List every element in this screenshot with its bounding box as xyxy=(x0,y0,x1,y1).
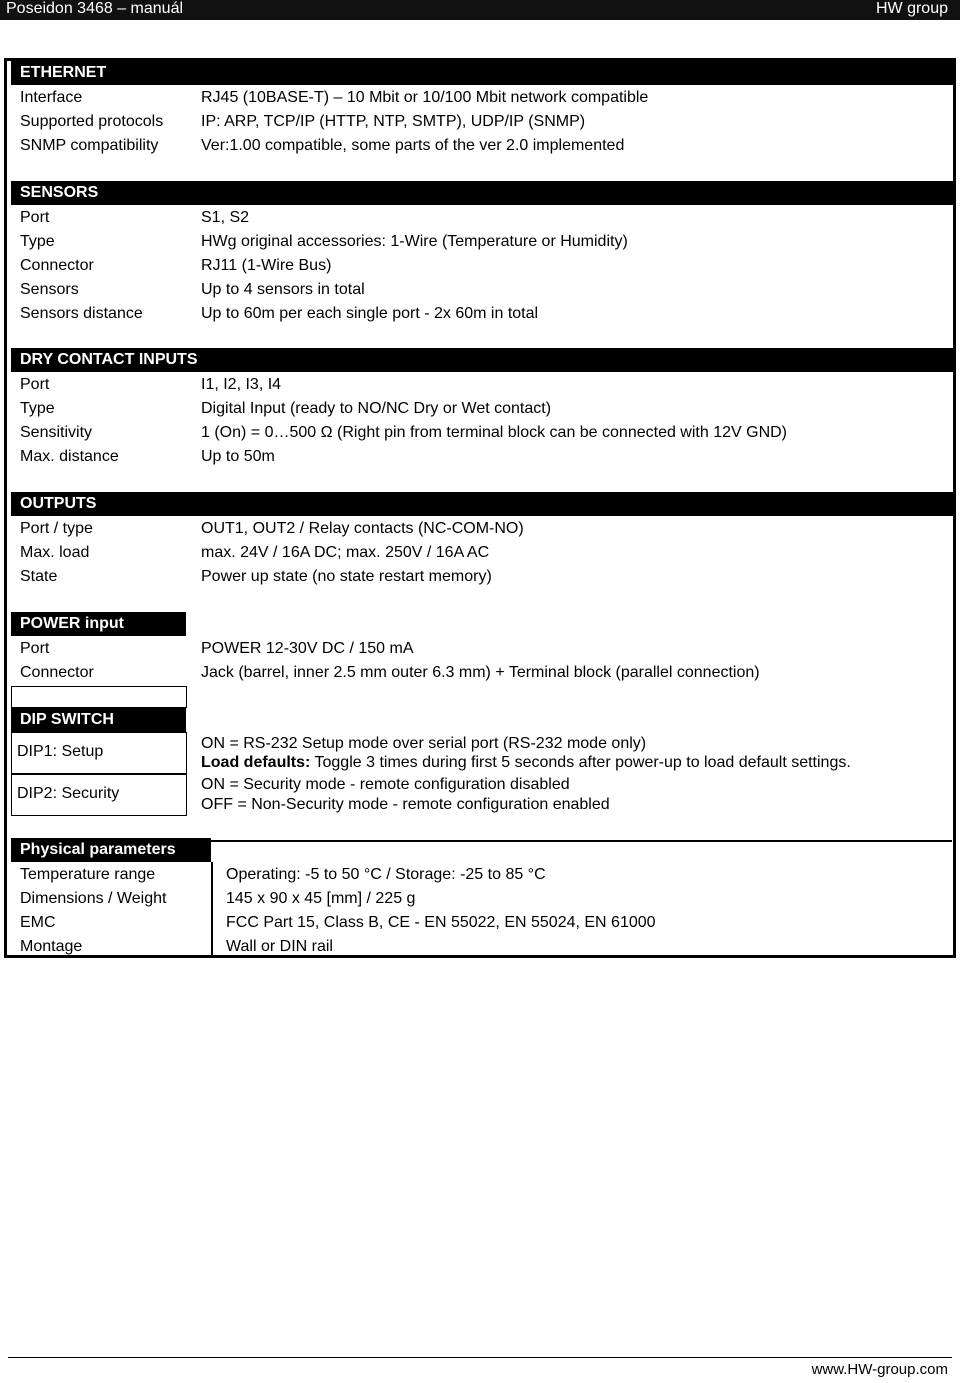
section-header-sensors: SENSORS xyxy=(11,181,956,205)
company-name: HW group xyxy=(875,0,948,17)
row-value: FCC Part 15, Class B, CE - EN 55022, EN 55024, EN 61000 xyxy=(226,914,656,931)
row-label: Dimensions / Weight xyxy=(20,890,167,907)
row-label: EMC xyxy=(20,914,56,931)
page-header xyxy=(0,0,960,20)
row-label: Supported protocols xyxy=(20,113,164,130)
row-value: RJ45 (10BASE-T) – 10 Mbit or 10/100 Mbit network compatible xyxy=(201,89,649,106)
row-value: Up to 50m xyxy=(201,448,275,465)
row-label: Port / type xyxy=(20,520,93,537)
row-value: 145 x 90 x 45 [mm] / 225 g xyxy=(226,890,416,907)
row-label: Max. distance xyxy=(20,448,119,465)
dip1-label: DIP1: Setup xyxy=(17,743,104,760)
dip2-label: DIP2: Security xyxy=(17,785,120,802)
row-label: Interface xyxy=(20,89,83,106)
power-rows xyxy=(11,636,956,684)
row-value: Up to 4 sensors in total xyxy=(201,281,365,298)
row-label: Port xyxy=(20,209,50,226)
empty-cell xyxy=(11,686,187,708)
row-label: Port xyxy=(20,640,50,657)
dip1-description-line1: ON = RS-232 Setup mode over serial port (RS-232 mode only) xyxy=(201,735,647,752)
row-label: Port xyxy=(20,376,50,393)
row-label: Connector xyxy=(20,664,94,681)
section-header-ethernet: ETHERNET xyxy=(11,61,956,85)
dip1-cell xyxy=(11,732,187,774)
row-value: POWER 12-30V DC / 150 mA xyxy=(201,640,414,657)
physical-rows xyxy=(11,862,956,958)
dry-contact-rows xyxy=(11,372,956,468)
footer-url: www.HW-group.com xyxy=(811,1361,948,1378)
row-label: Connector xyxy=(20,257,94,274)
outputs-rows xyxy=(11,516,956,588)
row-value: RJ11 (1-Wire Bus) xyxy=(201,257,332,274)
dip1-description-line2: Load defaults: Toggle 3 times during first 5 seconds after power-up to load default settings. xyxy=(201,754,851,771)
row-label: State xyxy=(20,568,58,585)
ethernet-rows xyxy=(11,85,956,157)
row-value: OUT1, OUT2 / Relay contacts (NC-COM-NO) xyxy=(201,520,524,537)
section-header-dry-contact-inputs: DRY CONTACT INPUTS xyxy=(11,348,956,372)
document-title: Poseidon 3468 – manuál xyxy=(6,0,184,17)
dip2-description-line1: ON = Security mode - remote configuration disabled xyxy=(201,776,570,793)
row-label: Temperature range xyxy=(20,866,156,883)
row-value: Power up state (no state restart memory) xyxy=(201,568,492,585)
row-label: Montage xyxy=(20,938,83,955)
row-label: SNMP compatibility xyxy=(20,137,159,154)
row-label: Type xyxy=(20,233,55,250)
row-label: Sensors xyxy=(20,281,79,298)
row-label: Max. load xyxy=(20,544,90,561)
dip2-description-line2: OFF = Non-Security mode - remote configuration enabled xyxy=(201,796,610,813)
row-value: IP: ARP, TCP/IP (HTTP, NTP, SMTP), UDP/IP (SNMP) xyxy=(201,113,586,130)
row-label: Sensors distance xyxy=(20,305,143,322)
physical-separator xyxy=(210,840,952,842)
row-value: Ver:1.00 compatible, some parts of the ver 2.0 implemented xyxy=(201,137,625,154)
row-value: max. 24V / 16A DC; max. 250V / 16A AC xyxy=(201,544,490,561)
row-value: Wall or DIN rail xyxy=(226,938,333,955)
row-value: Operating: -5 to 50 °C / Storage: -25 to 85 °C xyxy=(226,866,546,883)
row-label: Type xyxy=(20,400,55,417)
row-value: HWg original accessories: 1-Wire (Temperature or Humidity) xyxy=(201,233,628,250)
row-label: Sensitivity xyxy=(20,424,93,441)
sensors-rows xyxy=(11,205,956,325)
section-header-dip-switch: DIP SWITCH xyxy=(11,708,186,732)
row-value: Digital Input (ready to NO/NC Dry or Wet contact) xyxy=(201,400,552,417)
column-divider xyxy=(211,862,213,958)
dip2-cell xyxy=(11,774,187,816)
row-value: S1, S2 xyxy=(201,209,250,226)
row-value: 1 (On) = 0…500 Ω (Right pin from terminal block can be connected with 12V GND) xyxy=(201,424,787,441)
section-header-physical: Physical parameters xyxy=(11,838,211,862)
section-header-power: POWER input xyxy=(11,612,186,636)
section-header-outputs: OUTPUTS xyxy=(11,492,956,516)
footer-rule xyxy=(8,1357,952,1358)
row-value: Up to 60m per each single port - 2x 60m in total xyxy=(201,305,539,322)
specification-table xyxy=(4,58,956,958)
row-value: I1, I2, I3, I4 xyxy=(201,376,282,393)
row-value: Jack (barrel, inner 2.5 mm outer 6.3 mm) + Terminal block (parallel connection) xyxy=(201,664,760,681)
